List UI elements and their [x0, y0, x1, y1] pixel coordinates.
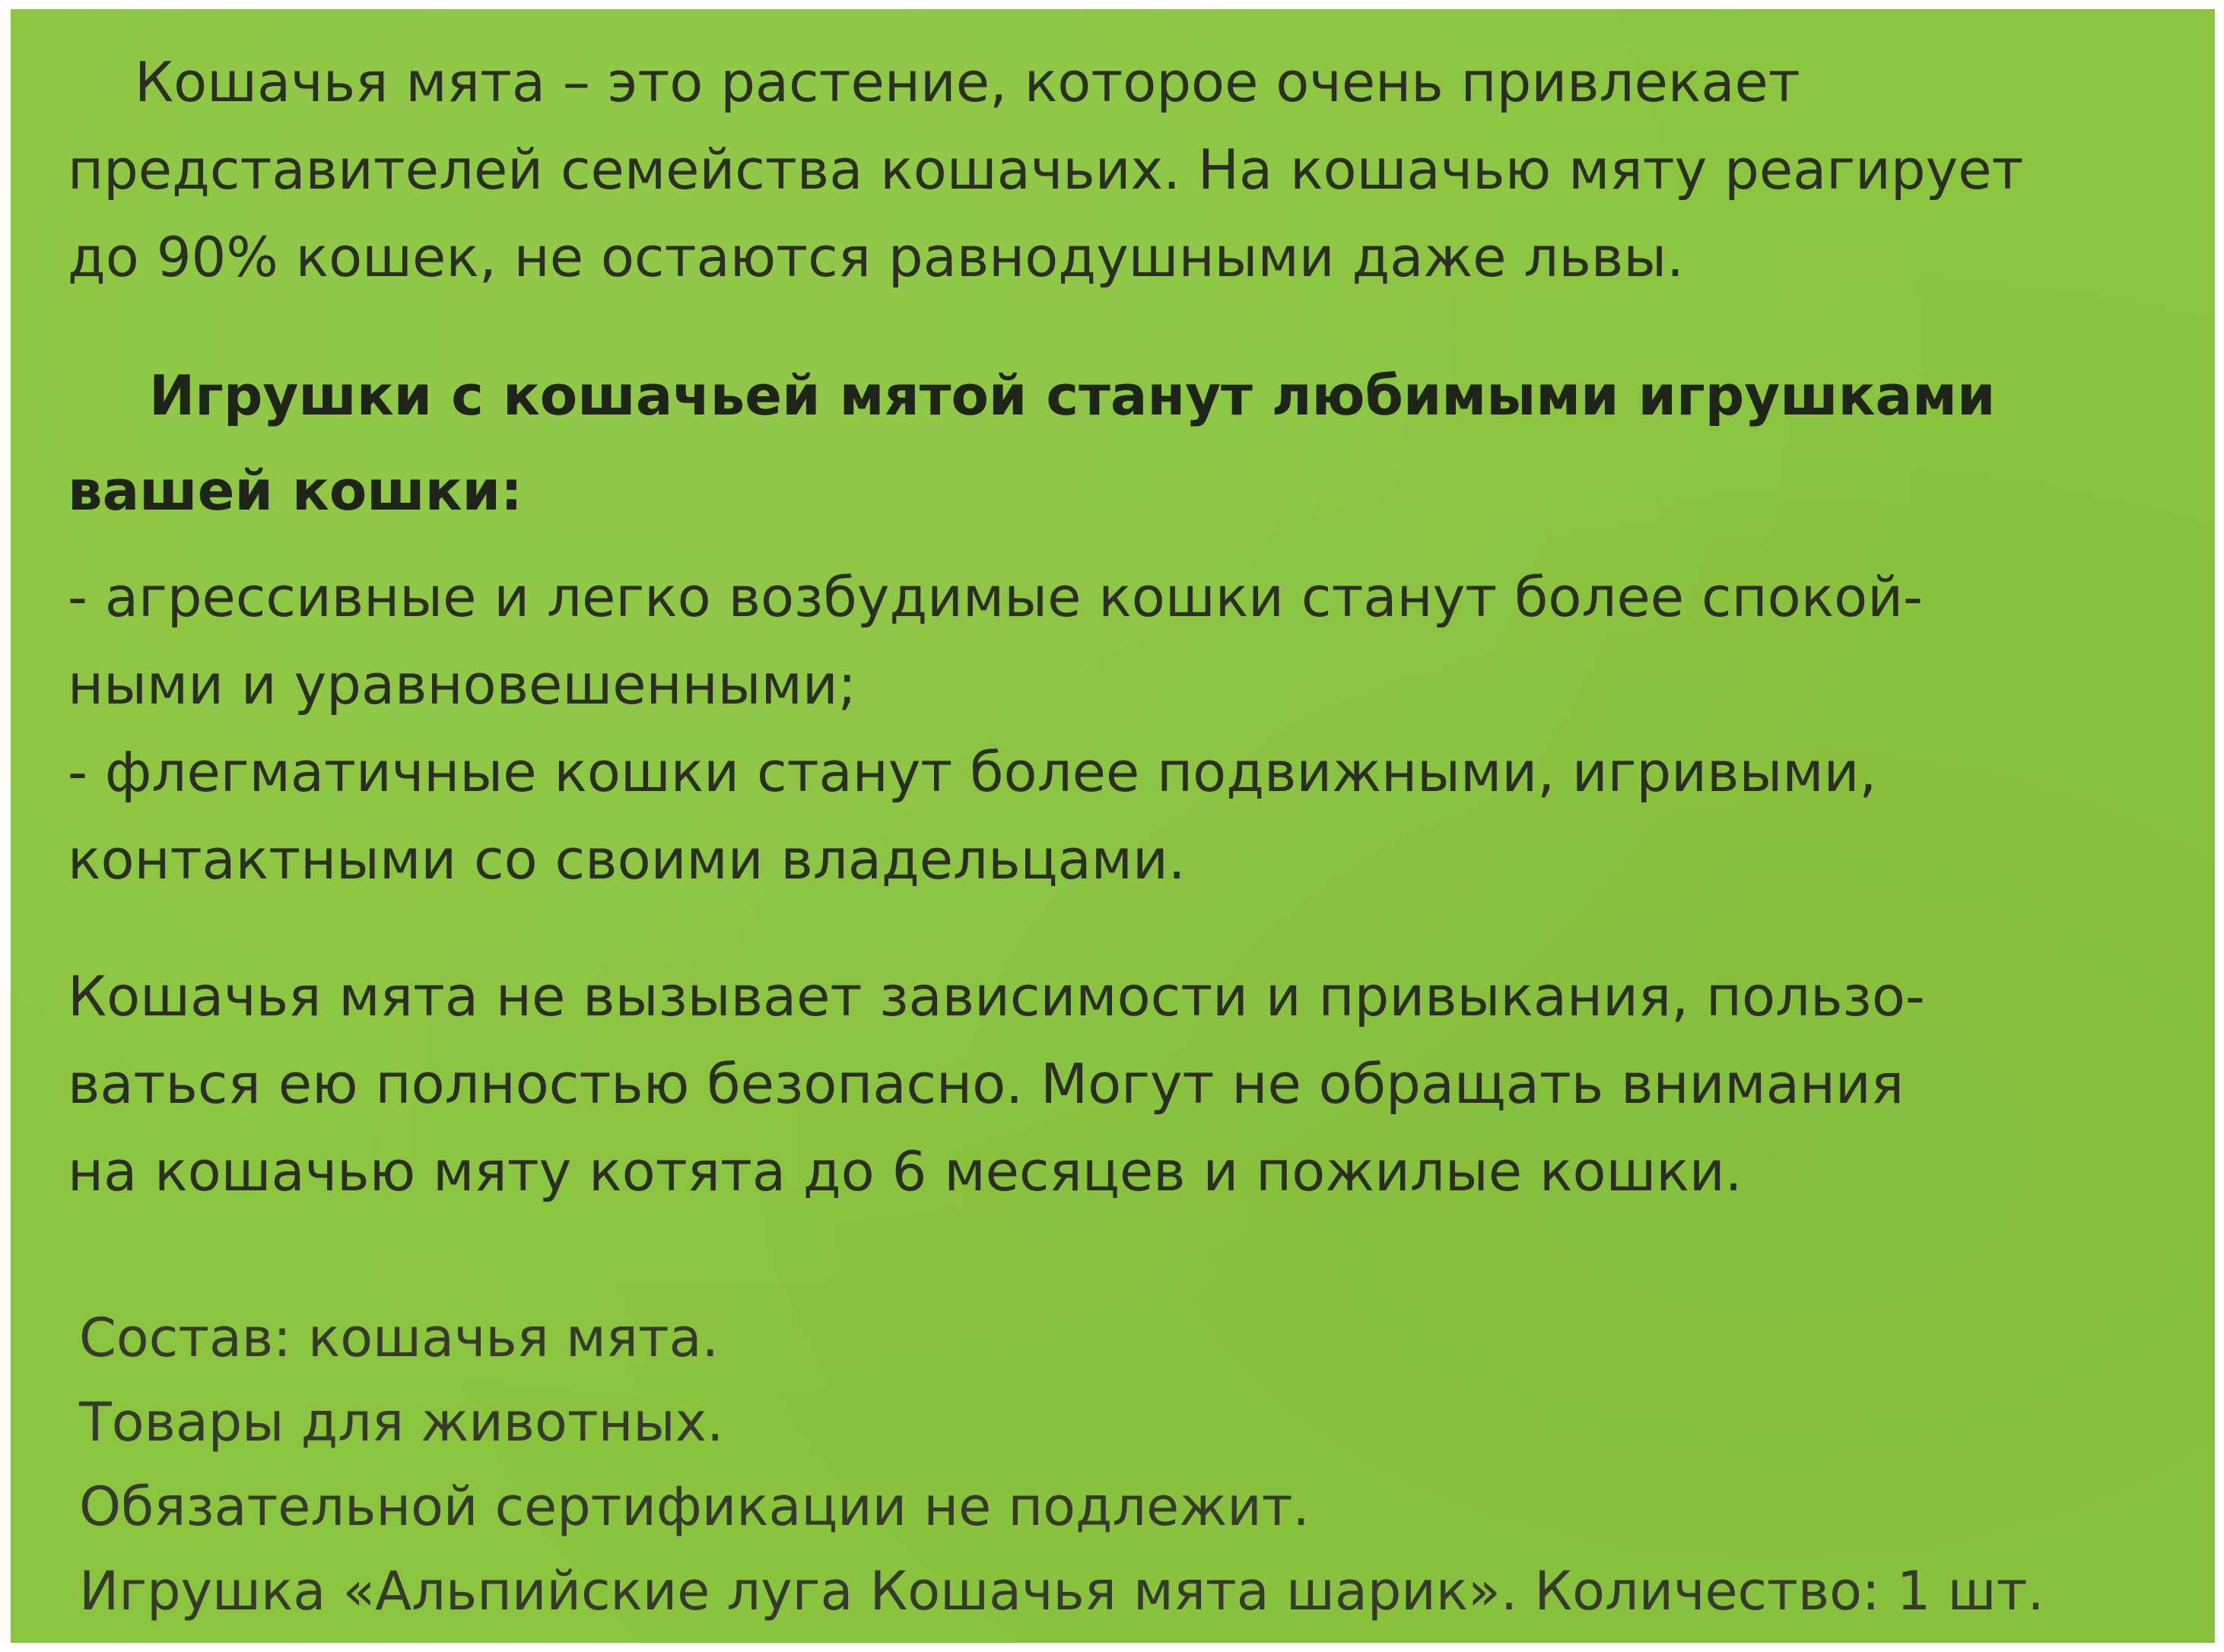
bullet-1-line-1: - агрессивные и легко возбудимые кошки станут более спокой-: [68, 565, 1923, 629]
composition-line: Состав: кошачья мята.: [79, 1307, 719, 1369]
intro-line-1: Кошачья мята – это растение, которое очень привлекает: [135, 50, 1800, 114]
product-quantity-line: Игрушка «Альпийские луга Кошачья мята шарик». Количество: 1 шт.: [79, 1560, 2044, 1622]
safety-line-2: ваться ею полностью безопасно. Могут не обращать внимания: [68, 1052, 1905, 1116]
safety-line-1: Кошачья мята не вызывает зависимости и привыкания, пользо-: [68, 964, 1925, 1028]
certification-line: Обязательной сертификации не подлежит.: [79, 1476, 1310, 1538]
category-line: Товары для животных.: [79, 1391, 724, 1453]
bullet-2-line-1: - флегматичные кошки станут более подвижными, игривыми,: [68, 740, 1877, 804]
safety-line-3: на кошачью мяту котята до 6 месяцев и пожилые кошки.: [68, 1139, 1743, 1203]
intro-line-3: до 90% кошек, не остаются равнодушными даже львы.: [68, 225, 1685, 289]
green-label-panel: [11, 9, 2215, 1643]
bullet-2-line-2: контактными со своими владельцами.: [68, 828, 1186, 891]
intro-line-2: представителей семейства кошачьих. На кошачью мяту реагирует: [68, 138, 2024, 202]
heading-line-1: Игрушки с кошачьей мятой станут любимыми игрушками: [149, 364, 1996, 427]
bullet-1-line-2: ными и уравновешенными;: [68, 653, 856, 716]
heading-line-2: вашей кошки:: [68, 459, 523, 523]
